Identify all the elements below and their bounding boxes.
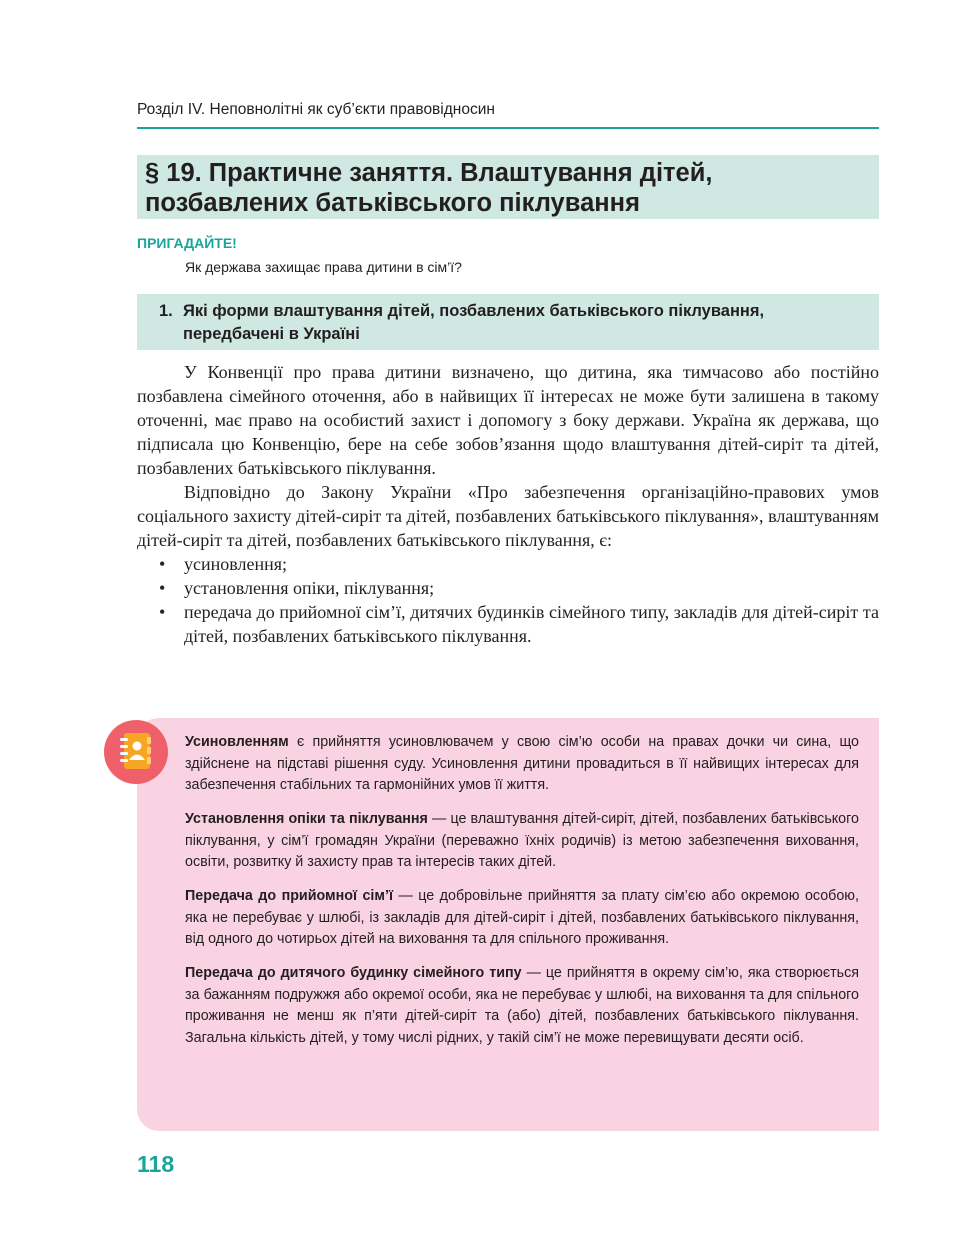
section-title-line-2: позбавлених батьківського піклування bbox=[145, 189, 640, 217]
definition-guardianship: Установлення опіки та піклування — це влаштування дітей-сиріт, дітей, позбавлених батьківського піклування, у сім’ї громадян України (переважно їхніх родичів) із метою забезпечення виховання, освіти, розвитку й захисту прав та інтересів таких дітей. bbox=[185, 811, 859, 870]
definition-foster-family: Передача до прийомної сім’ї — це добровільне прийняття за плату сім’єю або окремою особою, яка не перебуває у шлюбі, із закладів для дітей-сиріт і дітей, позбавлених батьківського піклування, від одного до чотирьох дітей на виховання та для спільного проживання. bbox=[185, 888, 859, 947]
question-line-2: передбачені в Україні bbox=[183, 325, 360, 343]
section-title-line-1: § 19. Практичне заняття. Влаштування дітей, bbox=[145, 159, 713, 187]
list-item: • установлення опіки, піклування; bbox=[159, 578, 435, 598]
definition-adoption: Усиновленням є прийняття усиновлювачем у свою сім’ю особи на правах дочки чи сина, що здійснене на підставі рішення суду. Усиновлення дитини провадиться в її найвищих інтересах для забезпечення стабільних та гармонійних умов її життя. bbox=[185, 734, 859, 793]
definition-family-type-home: Передача до дитячого будинку сімейного типу — це прийняття в окрему сім’ю, яка створюється за бажанням подружжя або окремої особи, яка не перебуває у шлюбі, на виховання та для спільного проживання не менш як п’яти дітей-сиріт та (або) дітей, позбавлених батьківського піклування. Загальна кількість дітей, у тому числі рідних, у такій сім’ї не може перевищувати десяти осіб. bbox=[185, 965, 859, 1046]
page-number: 118 bbox=[137, 1151, 175, 1177]
question-line-1: Які форми влаштування дітей, позбавлених батьківського піклування, bbox=[183, 302, 765, 320]
question-number: 1. bbox=[159, 302, 173, 320]
bullet-icon: • bbox=[159, 578, 166, 598]
list-item: • усиновлення; bbox=[159, 554, 288, 574]
body-text bbox=[137, 360, 879, 648]
remember-label: ПРИГАДАЙТЕ! bbox=[137, 235, 237, 251]
remember-question: Як держава захищає права дитини в сім’ї? bbox=[185, 259, 462, 275]
body-paragraph-1: У Конвенції про права дитини визначено, що дитина, яка тимчасово або постійно позбавлена сімейного оточення, або в найвищих її інтересах не може бути залишена в такому оточенні, має право на особистий захист і допомогу з боку держави. Україна як держава, що підписала цю Конвенцію, бере на себе зобов’язання щодо влаштування дітей-сиріт та дітей, позбавлених батьківського піклування. bbox=[137, 362, 879, 478]
forms-list bbox=[137, 552, 879, 648]
running-head: Розділ IV. Неповнолітні як суб’єкти правовідносин bbox=[137, 101, 495, 118]
question-heading bbox=[137, 294, 879, 350]
bullet-icon: • bbox=[159, 602, 166, 622]
body-paragraph-2: Відповідно до Закону України «Про забезпечення організаційно-правових умов соціального захисту дітей-сиріт та дітей, позбавлених батьківського піклування», влаштуванням дітей-сиріт та дітей, позбавлених батьківського піклування, є: bbox=[137, 482, 879, 550]
section-title bbox=[137, 155, 879, 219]
definitions-box bbox=[137, 718, 879, 1131]
address-book-icon bbox=[104, 720, 168, 784]
list-item: • передача до прийомної сім’ї, дитячих будинків сімейного типу, закладів для дітей-сиріт та дітей, позбавлених батьківського піклування. bbox=[159, 602, 879, 646]
header-divider bbox=[137, 127, 879, 129]
bullet-icon: • bbox=[159, 554, 166, 574]
